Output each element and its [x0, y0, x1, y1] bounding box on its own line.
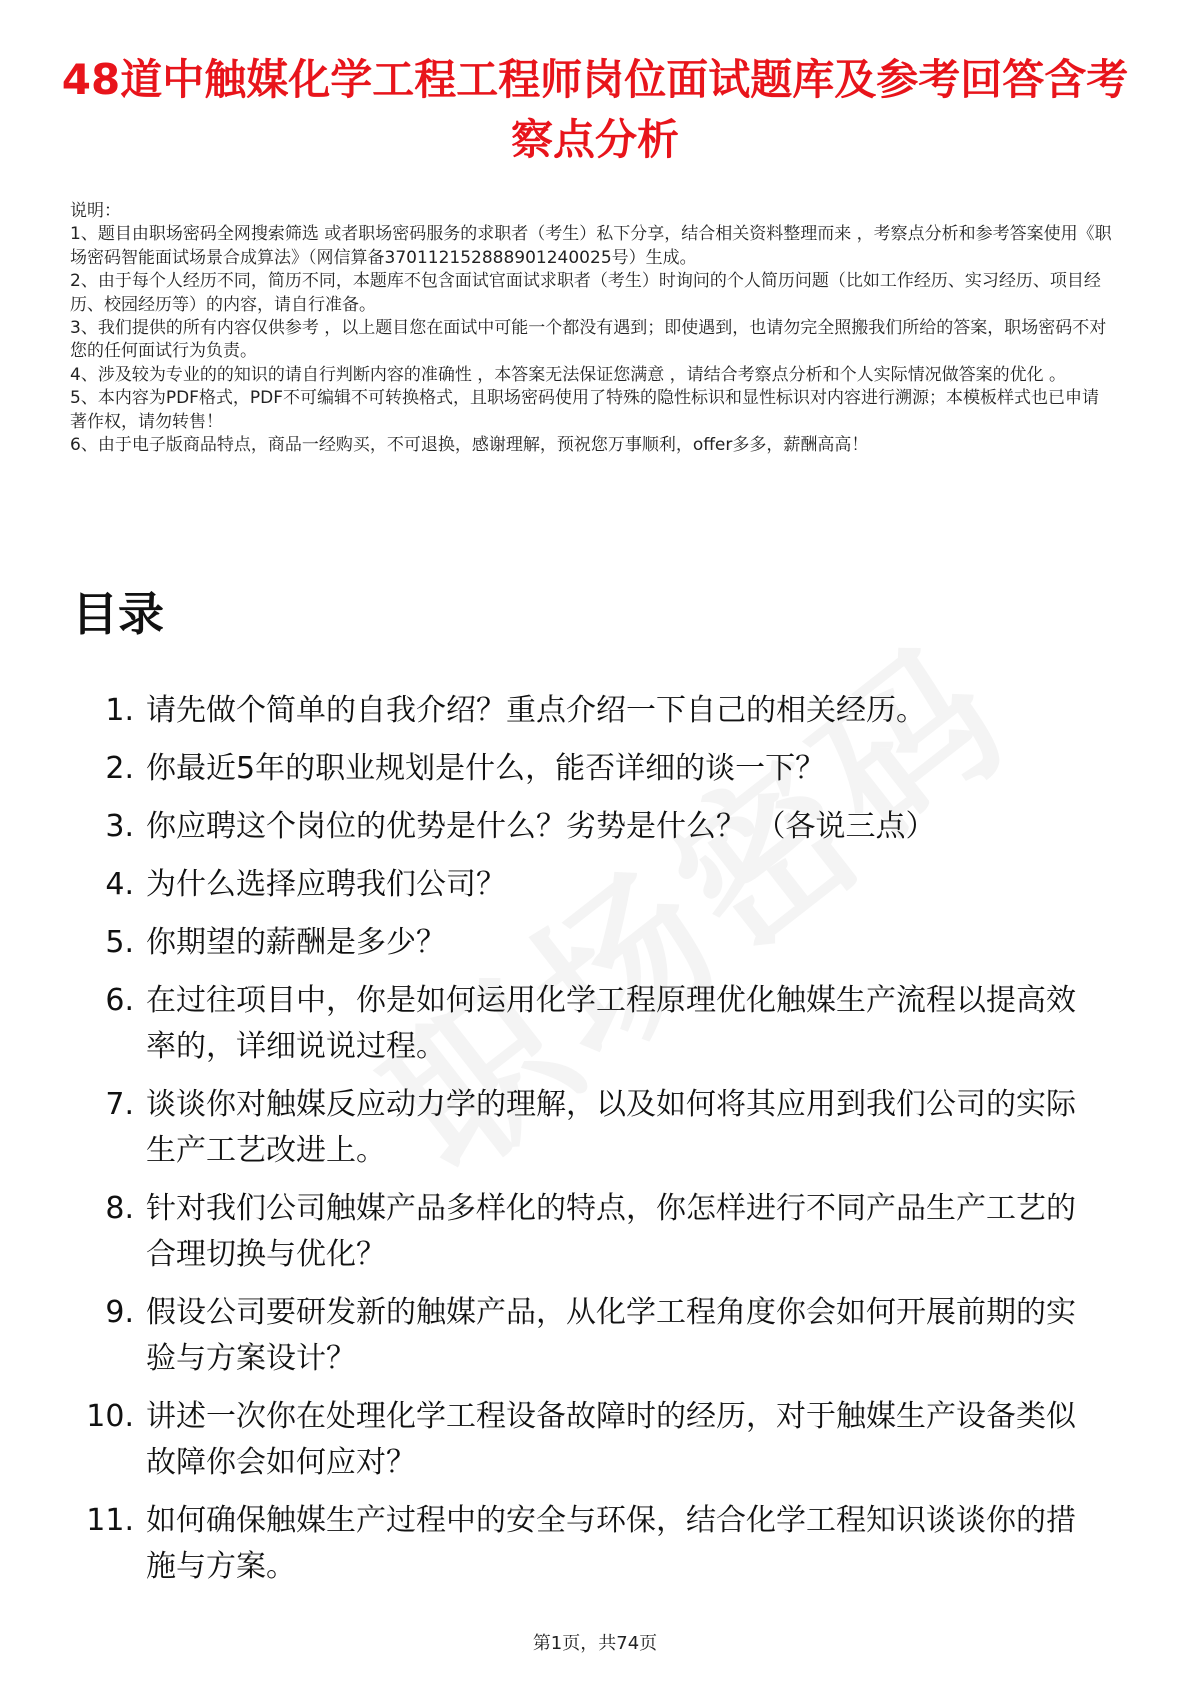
toc-item[interactable] [72, 1394, 1102, 1486]
toc-item[interactable] [72, 1186, 1102, 1278]
note-item: 4、涉及较为专业的的知识的请自行判断内容的准确性 ，本答案无法保证您满意 ，请结合考察点分析和个人实际情况做答案的优化 。 [70, 364, 1067, 385]
toc-item[interactable] [72, 804, 1102, 850]
toc-item-text: 你最近5年的职业规划是什么，能否详细的谈一下？ [146, 751, 826, 786]
toc-list [72, 688, 1102, 1602]
toc-item-text: 讲述一次你在处理化学工程设备故障时的经历，对于触媒生产设备类似故障你会如何应对？ [146, 1399, 1076, 1480]
toc-item-text: 假设公司要研发新的触媒产品，从化学工程角度你会如何开展前期的实验与方案设计？ [146, 1295, 1076, 1376]
toc-item-number: 1. [105, 693, 134, 728]
toc-item-number: 10. [86, 1399, 134, 1434]
toc-item[interactable] [72, 1082, 1102, 1174]
document-title: 48道中触媒化学工程工程师岗位面试题库及参考回答含考察点分析 [61, 55, 1129, 164]
toc-item[interactable] [72, 746, 1102, 792]
toc-item-number: 4. [105, 867, 134, 902]
note-item: 3、我们提供的所有内容仅供参考 ，以上题目您在面试中可能一个都没有遇到；即使遇到，也请勿完全照搬我们所给的答案，职场密码不对您的任何面试行为负责。 [70, 318, 1107, 362]
toc-heading: 目录 [72, 587, 164, 641]
toc-item-text: 你应聘这个岗位的优势是什么？劣势是什么？ （各说三点） [146, 809, 936, 844]
toc-item[interactable] [72, 1498, 1102, 1590]
toc-item-text: 针对我们公司触媒产品多样化的特点，你怎样进行不同产品生产工艺的合理切换与优化？ [146, 1191, 1076, 1272]
toc-item-number: 2. [105, 751, 134, 786]
toc-item-number: 3. [105, 809, 134, 844]
toc-item-number: 5. [105, 925, 134, 960]
toc-item[interactable] [72, 688, 1102, 734]
toc-item-text: 如何确保触媒生产过程中的安全与环保，结合化学工程知识谈谈你的措施与方案。 [146, 1503, 1076, 1584]
toc-item-number: 7. [105, 1087, 134, 1122]
toc-item-number: 6. [105, 983, 134, 1018]
toc-item-text: 谈谈你对触媒反应动力学的理解，以及如何将其应用到我们公司的实际生产工艺改进上。 [146, 1087, 1076, 1168]
toc-item-number: 9. [105, 1295, 134, 1330]
toc-item-text: 在过往项目中，你是如何运用化学工程原理优化触媒生产流程以提高效率的，详细说说过程。 [146, 983, 1076, 1064]
notes-heading: 说明： [70, 201, 121, 221]
toc-item[interactable] [72, 920, 1102, 966]
toc-item-number: 11. [86, 1503, 134, 1538]
toc-item[interactable] [72, 978, 1102, 1070]
notes-section [70, 200, 1115, 457]
note-item: 6、由于电子版商品特点，商品一经购买，不可退换，感谢理解，预祝您万事顺利，offer多多，薪酬高高！ [70, 435, 869, 456]
toc-item-number: 8. [105, 1191, 134, 1226]
note-item: 5、本内容为PDF格式，PDF不可编辑不可转换格式，且职场密码使用了特殊的隐性标识和显性标识对内容进行溯源；本模板样式也已申请著作权，请勿转售！ [70, 388, 1100, 432]
toc-item-text: 请先做个简单的自我介绍？重点介绍一下自己的相关经历。 [146, 693, 926, 728]
page-footer: 第1页，共74页 [532, 1633, 658, 1654]
toc-item[interactable] [72, 1290, 1102, 1382]
note-item: 1、题目由职场密码全网搜索筛选 或者职场密码服务的求职者（考生）私下分享，结合相关资料整理而来 ，考察点分析和参考答案使用《职场密码智能面试场景合成算法》（网信算备370112152888901240025号）生成。 [70, 224, 1112, 268]
toc-item-text: 为什么选择应聘我们公司？ [146, 867, 506, 902]
note-item: 2、由于每个人经历不同，简历不同，本题库不包含面试官面试求职者（考生）时询问的个人简历问题（比如工作经历、实习经历、项目经历、校园经历等）的内容，请自行准备。 [70, 271, 1101, 315]
toc-item-text: 你期望的薪酬是多少？ [146, 925, 446, 960]
toc-item[interactable] [72, 862, 1102, 908]
